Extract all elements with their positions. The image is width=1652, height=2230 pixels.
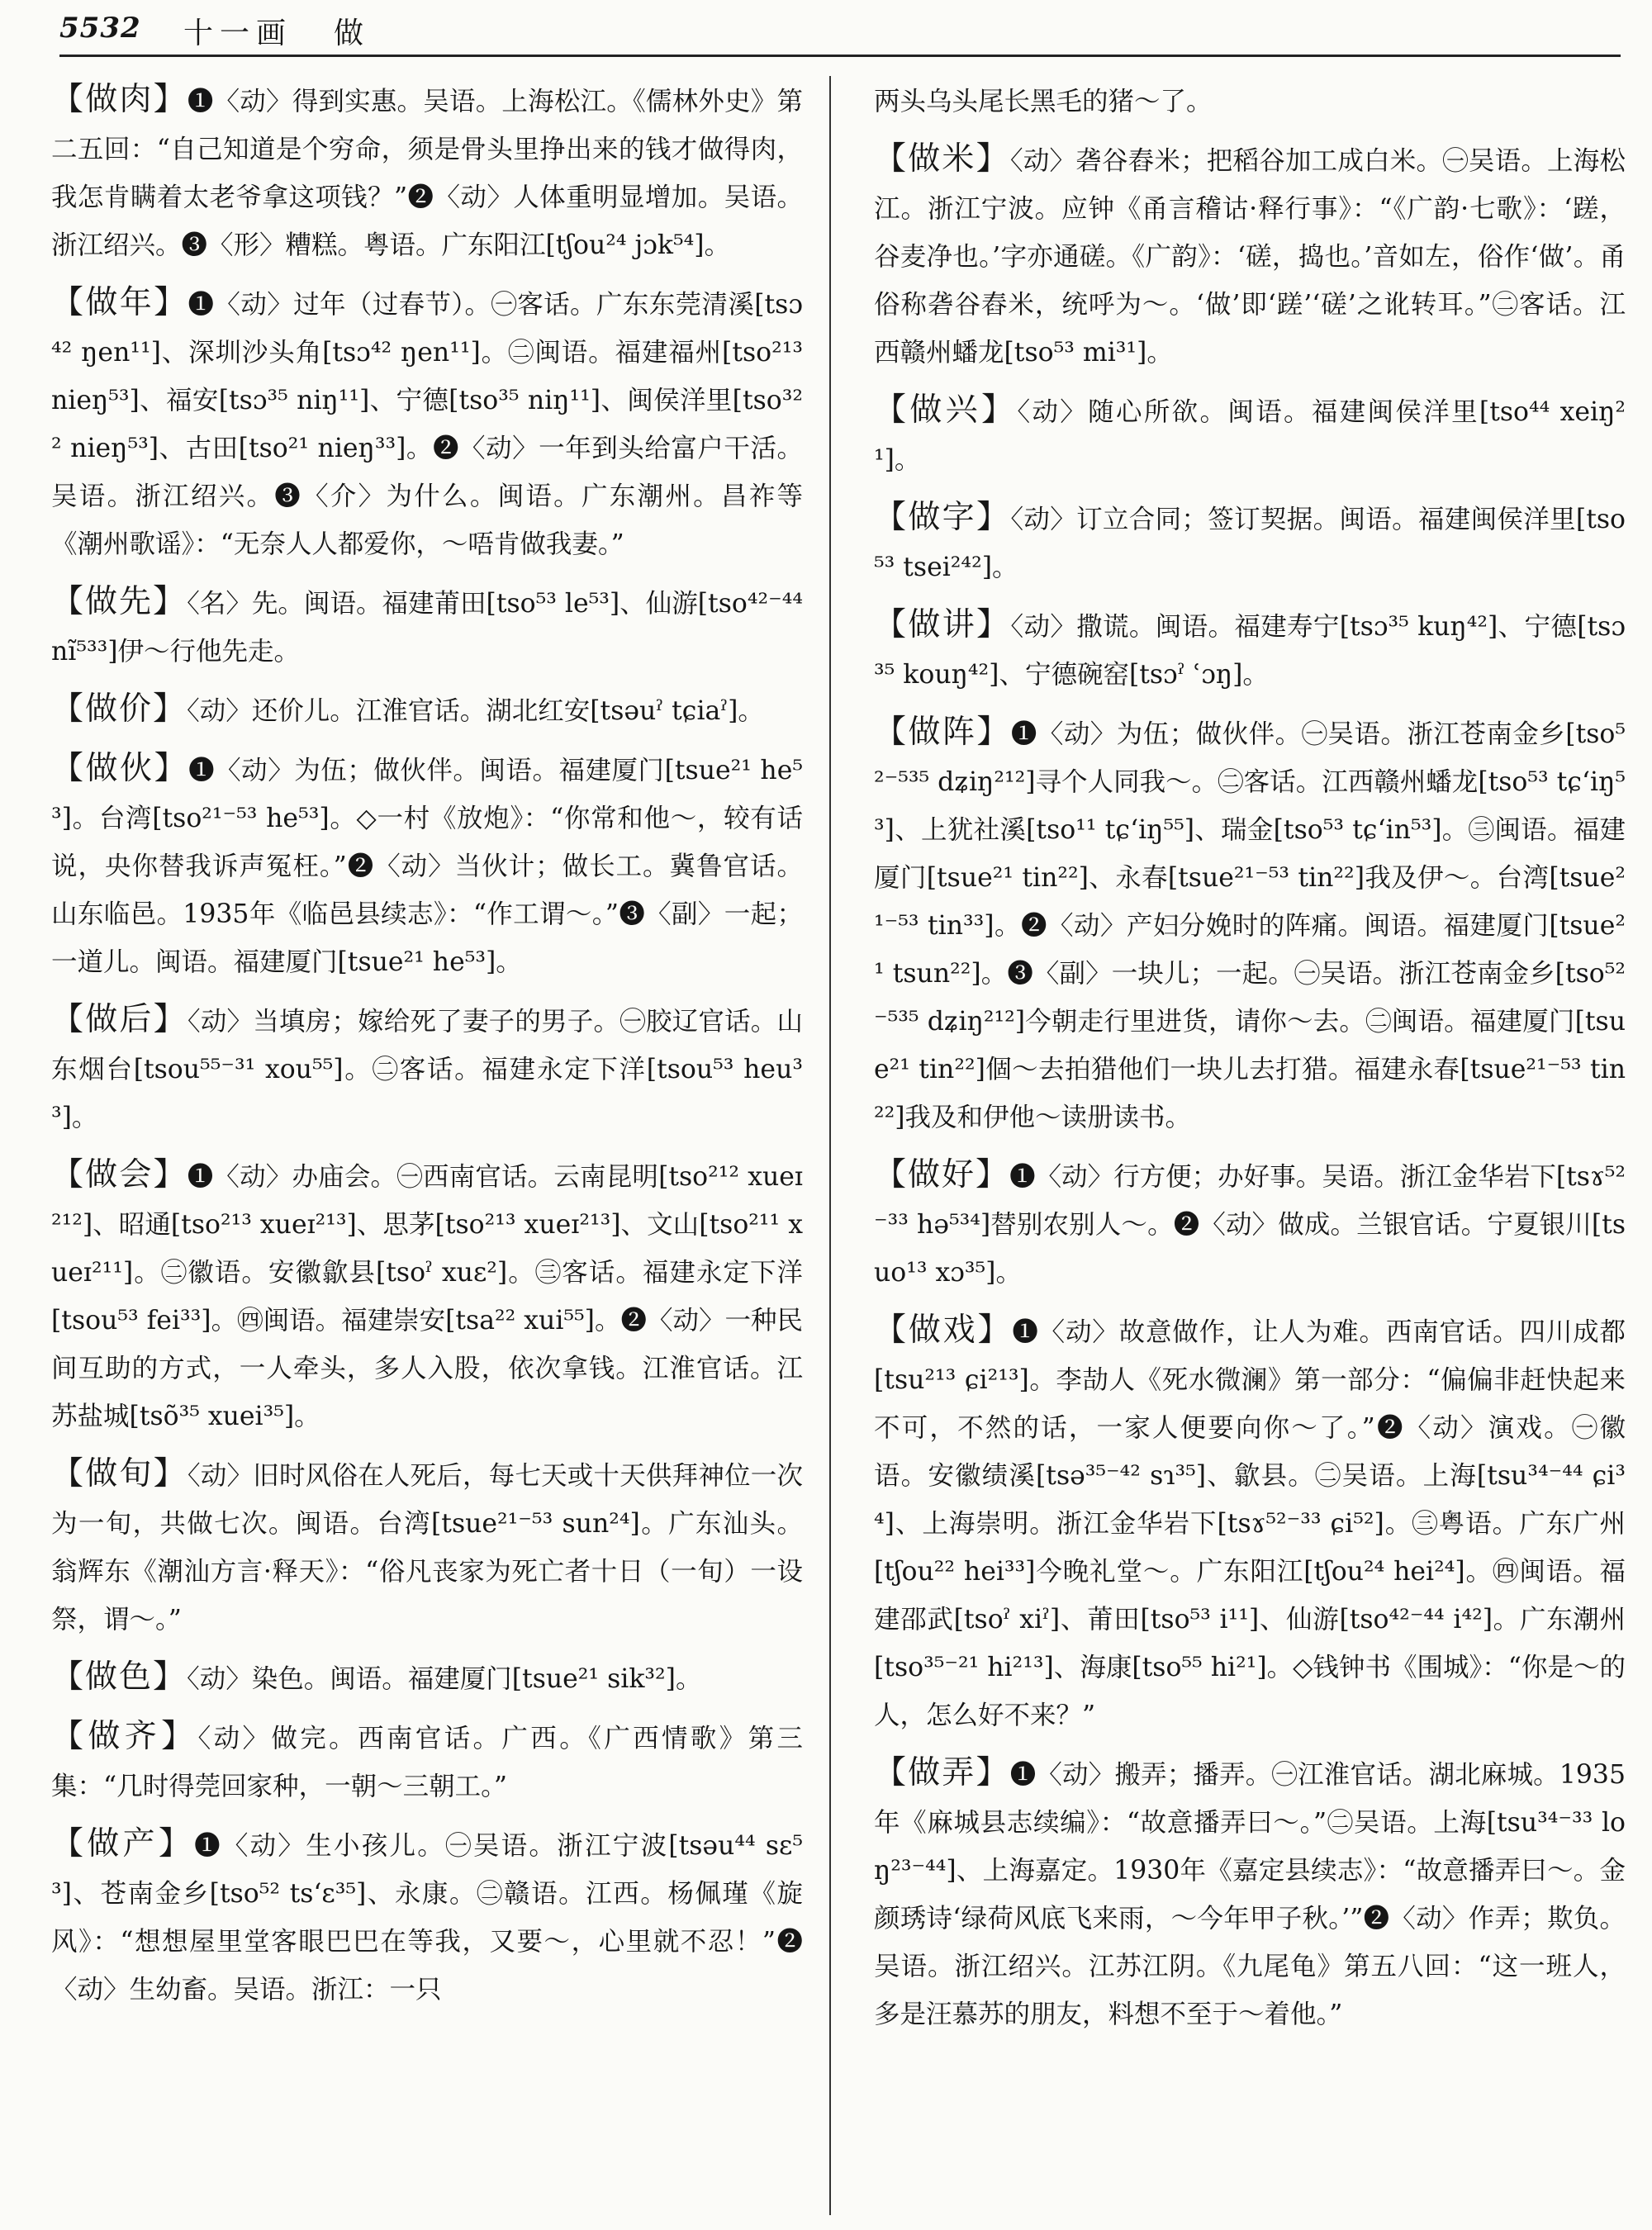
entry-definition: 〈动〉订立合同；签订契据。闽语。福建闽侯洋里[tso⁵³ tsei²⁴²]。 bbox=[874, 505, 1626, 582]
dictionary-entry bbox=[874, 709, 1626, 1141]
entry-headword: 【做好】 bbox=[874, 1156, 1010, 1193]
entry-definition: 〈动〉砻谷舂米；把稻谷加工成白米。㊀吴语。上海松江。浙江宁波。应钟《甬言稽诂·释行事》：“《广韵·七歌》：‘蹉，谷麦净也。’字亦通磋。《广韵》：‘磋，捣也。’音如左，俗作‘做’。甬俗称砻谷舂米，统呼为～。‘做’即‘蹉’‘磋’之讹转耳。”㊁客话。江西赣州蟠龙[tso⁵³ mi³¹]。 bbox=[874, 146, 1626, 368]
entry-definition: 〈名〉先。闽语。福建莆田[tso⁵³ le⁵³]、仙游[tso⁴²⁻⁴⁴ nĩ⁵³³]伊～行他先走。 bbox=[51, 589, 803, 667]
entry-headword: 【做会】 bbox=[51, 1156, 188, 1193]
dictionary-entry bbox=[874, 1307, 1626, 1739]
dictionary-entry bbox=[51, 76, 803, 269]
entry-definition: ❶〈动〉为伍；做伙伴。㊀吴语。浙江苍南金乡[tso⁵²⁻⁵³⁵ dʑiŋ²¹²]寻个人同我～。㊁客话。江西赣州蟠龙[tso⁵³ tɕʻiŋ⁵³]、上犹社溪[tso¹¹ tɕʻiŋ⁵⁵]、瑞金[tso⁵³ tɕʻin⁵³]。㊂闽语。福建厦门[tsue²¹ tin²²]、永春[tsue²¹⁻⁵³ tin²²]我及伊～。台湾[tsue²¹⁻⁵³ tin³³]。❷〈动〉产妇分娩时的阵痛。闽语。福建厦门[tsue²¹ tsun²²]。❸〈副〉一块儿；一起。㊀吴语。浙江苍南金乡[tso⁵²⁻⁵³⁵ dʑiŋ²¹²]今朝走行里进货，请你～去。㊁闽语。福建厦门[tsue²¹ tin²²]個～去拍猎他们一块儿去打猎。福建永春[tsue²¹⁻⁵³ tin²²]我及和伊他～读册读书。 bbox=[874, 719, 1626, 1132]
entry-headword: 【做兴】 bbox=[874, 391, 1018, 429]
entry-headword: 【做戏】 bbox=[874, 1312, 1013, 1349]
left-column bbox=[51, 76, 803, 2215]
entry-definition: ❶〈动〉过年（过春节）。㊀客话。广东东莞清溪[tsɔ⁴² ŋen¹¹]、深圳沙头角[tsɔ⁴² ŋen¹¹]。㊁闽语。福建福州[tso²¹³ nieŋ⁵³]、福安[tsɔ³⁵ niŋ¹¹]、宁德[tso³⁵ niŋ¹¹]、闽侯洋里[tso³²² nieŋ⁵³]、古田[tso²¹ nieŋ³³]。❷〈动〉一年到头给富户干活。吴语。浙江绍兴。❸〈介〉为什么。闽语。广东潮州。昌祚等《潮州歌谣》：“无奈人人都爱你，～唔肯做我妻。” bbox=[51, 290, 803, 559]
entry-headword: 【做齐】 bbox=[51, 1718, 198, 1755]
entry-headword: 【做肉】 bbox=[51, 81, 188, 118]
entry-headword: 【做后】 bbox=[51, 1001, 188, 1038]
entry-definition: ❶〈动〉生小孩儿。㊀吴语。浙江宁波[tsəu⁴⁴ sɛ⁵³]、苍南金乡[tso⁵² tsʻɛ³⁵]、永康。㊁赣语。江西。杨佩瑾《旋风》：“想想屋里堂客眼巴巴在等我，又要～，心里就不忍！”❷〈动〉生幼畜。吴语。浙江：一只 bbox=[51, 1831, 803, 2005]
page-header bbox=[59, 7, 1621, 58]
entry-definition: 〈动〉染色。闽语。福建厦门[tsue²¹ sik³²]。 bbox=[187, 1664, 702, 1694]
dictionary-entry bbox=[51, 279, 803, 568]
section-title: 十一画 bbox=[183, 17, 293, 50]
page-number: 5532 bbox=[59, 12, 141, 45]
entry-headword: 【做旬】 bbox=[51, 1455, 188, 1492]
entry-headword: 【做产】 bbox=[51, 1825, 195, 1862]
entry-headword: 【做字】 bbox=[874, 499, 1011, 536]
dictionary-entry bbox=[874, 387, 1626, 484]
entry-continuation bbox=[874, 76, 1626, 126]
dictionary-entry bbox=[874, 1749, 1626, 2038]
dictionary-entry bbox=[51, 745, 803, 986]
entry-headword: 【做色】 bbox=[51, 1658, 188, 1696]
entry-definition: 〈动〉随心所欲。闽语。福建闽侯洋里[tso⁴⁴ xeiŋ²¹]。 bbox=[874, 397, 1626, 475]
entry-headword: 【做先】 bbox=[51, 583, 188, 620]
column-divider bbox=[829, 76, 831, 2215]
entry-definition: ❶〈动〉为伍；做伙伴。闽语。福建厦门[tsue²¹ he⁵³]。台湾[tso²¹⁻⁵³ he⁵³]。◇一村《放炮》：“你常和他～，较有话说，央你替我诉声冤枉。”❷〈动〉当伙计；做长工。冀鲁官话。山东临邑。1935年《临邑县续志》：“作工谓～。”❸〈副〉一起；一道儿。闽语。福建厦门[tsue²¹ he⁵³]。 bbox=[51, 756, 803, 977]
entry-definition: ❶〈动〉得到实惠。吴语。上海松江。《儒林外史》第二五回：“自己知道是个穷命，须是骨头里挣出来的钱才做得肉，我怎肯瞒着太老爷拿这项钱？”❷〈动〉人体重明显增加。吴语。浙江绍兴。❸〈形〉糟糕。粤语。广东阳江[tʃou²⁴ jɔk⁵⁴]。 bbox=[51, 87, 803, 260]
dictionary-entry bbox=[51, 1820, 803, 2014]
entry-definition: ❶〈动〉搬弄；播弄。㊀江淮官话。湖北麻城。1935年《麻城县志续编》：“故意播弄曰～。”㊁吴语。上海[tsu³⁴⁻³³ loŋ²³⁻⁴⁴]、上海嘉定。1930年《嘉定县续志》：“故意播弄曰～。金颜琇诗‘绿荷风底飞来雨，～今年甲子秋。’”❷〈动〉作弄；欺负。吴语。浙江绍兴。江苏江阴。《九尾龟》第五八回：“这一班人，多是汪慕苏的朋友，料想不至于～着他。” bbox=[874, 1760, 1626, 2029]
entry-definition: ❶〈动〉行方便；办好事。吴语。浙江金华岩下[tsɤ⁵²⁻³³ hə⁵³⁴]替别农别人～。❷〈动〉做成。兰银官话。宁夏银川[tsuo¹³ xɔ³⁵]。 bbox=[874, 1162, 1626, 1288]
entry-definition: 〈动〉当填房；嫁给死了妻子的男子。㊀胶辽官话。山东烟台[tsou⁵⁵⁻³¹ xou⁵⁵]。㊁客话。福建永定下洋[tsou⁵³ heu³³]。 bbox=[51, 1007, 803, 1132]
dictionary-entry bbox=[51, 996, 803, 1141]
entry-definition: ❶〈动〉办庙会。㊀西南官话。云南昆明[tso²¹² xueɪ²¹²]、昭通[tso²¹³ xueɪ²¹³]、思茅[tso²¹³ xueɪ²¹³]、文山[tso²¹¹ xueɪ²¹¹]。㊁徽语。安徽歙县[tsoˀ xuɛ²]。㊂客话。福建永定下洋[tsou⁵³ fei³³]。㊃闽语。福建崇安[tsa²² xui⁵⁵]。❷〈动〉一种民间互助的方式，一人牵头，多人入股，依次拿钱。江淮官话。江苏盐城[tsõ³⁵ xuei³⁵]。 bbox=[51, 1162, 803, 1431]
right-column bbox=[874, 76, 1626, 2215]
dictionary-entry bbox=[874, 135, 1626, 377]
dictionary-entry bbox=[51, 1654, 803, 1703]
dictionary-entry bbox=[51, 1713, 803, 1810]
entry-headword: 【做米】 bbox=[874, 140, 1010, 178]
entry-definition: ❶〈动〉故意做作，让人为难。西南官话。四川成都[tsu²¹³ ɕi²¹³]。李劼人《死水微澜》第一部分：“偏偏非赶快起来不可，不然的话，一家人便要向你～了。”❷〈动〉演戏。㊀徽语。安徽绩溪[tsə³⁵⁻⁴² sɿ³⁵]、歙县。㊁吴语。上海[tsu³⁴⁻⁴⁴ ɕi³⁴]、上海崇明。浙江金华岩下[tsɤ⁵²⁻³³ ɕi⁵²]。㊂粤语。广东广州[tʃou²² hei³³]今晚礼堂～。广东阳江[tʃou²⁴ hei²⁴]。㊃闽语。福建邵武[tsoˀ xiˀ]、莆田[tso⁵³ i¹¹]、仙游[tso⁴²⁻⁴⁴ i⁴²]。广东潮州[tso³⁵⁻²¹ hi²¹³]、海康[tso⁵⁵ hi²¹]。◇钱钟书《围城》：“你是～的人，怎么好不来？” bbox=[874, 1317, 1626, 1730]
entry-headword: 【做伙】 bbox=[51, 750, 189, 787]
dictionary-entry bbox=[874, 494, 1626, 591]
dictionary-entry bbox=[874, 1151, 1626, 1297]
entry-definition: 两头乌头尾长黑毛的猪～了。 bbox=[874, 87, 1213, 116]
dictionary-entry bbox=[51, 578, 803, 676]
entry-headword: 【做弄】 bbox=[874, 1754, 1010, 1791]
header-character: 做 bbox=[334, 17, 364, 50]
entry-headword: 【做价】 bbox=[51, 690, 188, 728]
entry-definition: 〈动〉旧时风俗在人死后，每七天或十天供拜神位一次为一旬，共做七次。闽语。台湾[tsue²¹⁻⁵³ sun²⁴]。广东汕头。翁辉东《潮汕方言·释天》：“俗凡丧家为死亡者十日（一旬）一设祭，谓～。” bbox=[51, 1461, 803, 1635]
entry-definition: 〈动〉还价儿。江淮官话。湖北红安[tsəuˀ tɕiaˀ]。 bbox=[187, 696, 764, 726]
dictionary-entry bbox=[874, 601, 1626, 699]
dictionary-entry bbox=[51, 1450, 803, 1644]
entry-headword: 【做讲】 bbox=[874, 606, 1011, 643]
entry-definition: 〈动〉撒谎。闽语。福建寿宁[tsɔ³⁵ kuŋ⁴²]、宁德[tsɔ³⁵ kouŋ⁴²]、宁德碗窑[tsɔˀ ʿɔŋ]。 bbox=[874, 612, 1626, 690]
entry-headword: 【做年】 bbox=[51, 284, 188, 321]
dictionary-entry bbox=[51, 686, 803, 735]
entry-definition: 〈动〉做完。西南官话。广西。《广西情歌》第三集：“几时得莞回家种，一朝～三朝工。” bbox=[51, 1724, 803, 1801]
dictionary-entry bbox=[51, 1151, 803, 1440]
header-rule bbox=[59, 55, 1621, 57]
entry-headword: 【做阵】 bbox=[874, 714, 1011, 751]
